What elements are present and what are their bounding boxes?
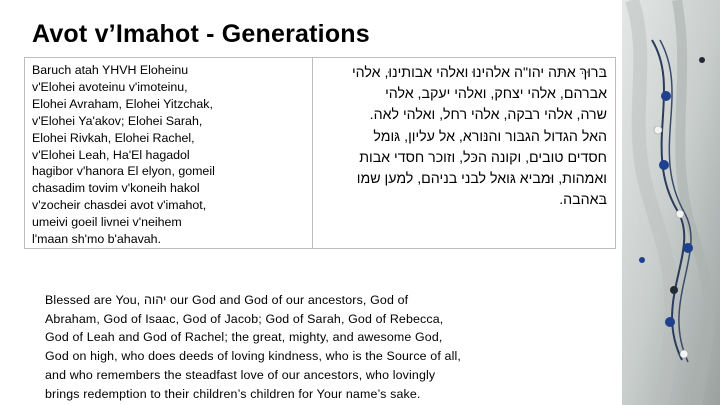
transliteration-line: v'Elohei Ya'akov; Elohei Sarah, bbox=[32, 113, 203, 128]
transliteration-cell bbox=[25, 58, 313, 248]
translation-line: Abraham, God of Isaac, God of Jacob; God of Sarah, God of Rebecca, bbox=[45, 311, 444, 326]
transliteration-line: v'zocheir chasdei avot v'imahot, bbox=[32, 198, 207, 213]
transliteration-line: l'maan sh'mo b'ahavah. bbox=[32, 232, 162, 247]
transliteration-line: Baruch atah YHVH Eloheinu bbox=[32, 63, 189, 77]
bracelet-photo bbox=[622, 0, 720, 405]
transliteration-line: umeivi goeil livnei v'neihem bbox=[32, 215, 182, 230]
transliteration-line: chasadim tovim v'koneih hakol bbox=[32, 181, 200, 196]
translation-line: God of Leah and God of Rachel; the great, mighty, and awesome God, bbox=[45, 330, 443, 345]
transliteration-line: v'Elohei avoteinu v'imoteinu, bbox=[32, 79, 188, 94]
hebrew-line: ואמהות, וּמביא גּואל לבני בניהם, למען שמו bbox=[356, 171, 607, 188]
hebrew-line: בּרוּךְ אתּה יהו"ה אלהינוּ ואלהי אבותינוּ, אלהי bbox=[352, 65, 607, 81]
hebrew-line: שרה, אלהי רבקה, אלהי רחל, ואלהי לאה. bbox=[369, 107, 607, 124]
hebrew-line: אברהם, אלהי יצחק, ואלהי יעקב, אלהי bbox=[385, 86, 607, 103]
translation-line: brings redemption to their children’s children for Your name’s sake. bbox=[45, 386, 421, 401]
transliteration-line: Elohei Rivkah, Elohei Rachel, bbox=[32, 130, 195, 145]
transliteration-line: hagibor v'hanora El elyon, gomeil bbox=[32, 164, 215, 179]
translation-line: Blessed are You, יהוה our God and God of our ancestors, God of bbox=[45, 293, 409, 307]
hebrew-line: האל הגדול הגבּור והנּורא, אל עליון, גּומל bbox=[373, 128, 607, 145]
slide-title: Avot v’Imahot - Generations bbox=[32, 20, 370, 48]
prayer-text-table bbox=[24, 57, 616, 249]
translation-line: God on high, who does deeds of loving kindness, who is the Source of all, bbox=[45, 349, 461, 364]
translation-line: and who remembers the steadfast love of our ancestors, who lovingly bbox=[45, 367, 436, 382]
hebrew-line: חסדים טובים, וקונה הכּל, וזוכר חסדי אבות bbox=[359, 149, 607, 166]
hebrew-cell bbox=[313, 58, 615, 248]
english-translation bbox=[45, 291, 485, 403]
hebrew-line: בּאהבה. bbox=[559, 192, 607, 209]
transliteration-line: Elohei Avraham, Elohei Yitzchak, bbox=[32, 96, 213, 111]
transliteration-line: v'Elohei Leah, Ha'El hagadol bbox=[32, 147, 190, 162]
